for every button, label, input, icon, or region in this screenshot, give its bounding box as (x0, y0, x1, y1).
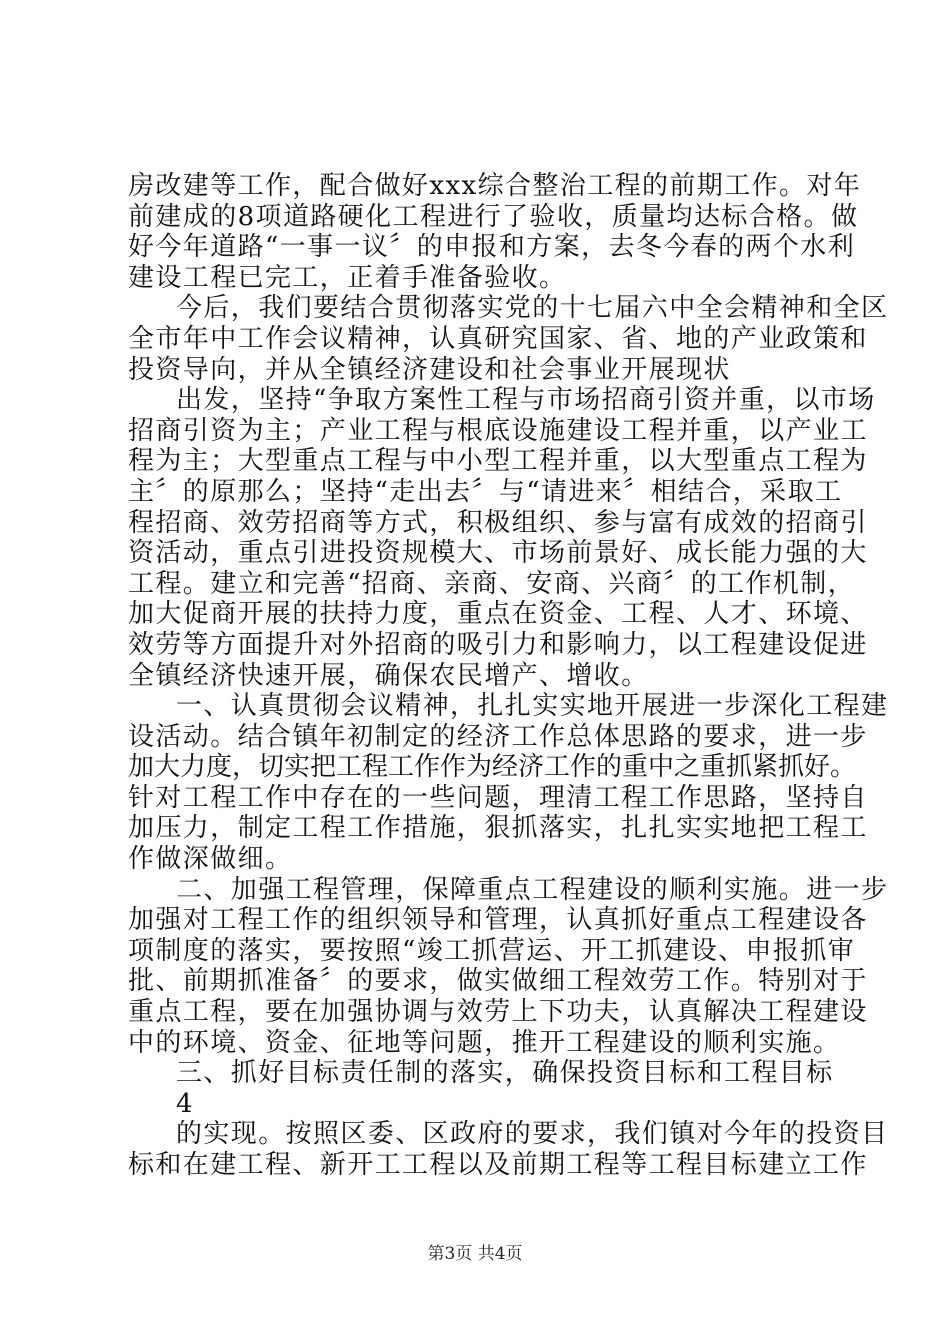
text-line: 主〞的原那么；坚持“走出去〞与“请进来〞相结合，采取工 (128, 476, 843, 507)
text-line: 批、前期抓准备〞的要求，做实做细工程效劳工作。特别对于 (128, 966, 868, 997)
text-line: 全镇经济快速开展，确保农民增产、增收。 (128, 660, 649, 691)
paragraph-start-line: 一、认真贯彻会议精神，扎扎实实地开展进一步深化工程建 (176, 691, 889, 722)
paragraph-start-line: 三、抓好目标责任制的落实，确保投资目标和工程目标 (176, 1058, 834, 1089)
paragraph-start-line: 的实现。按照区委、区政府的要求，我们镇对今年的投资目 (176, 1119, 889, 1150)
text-line: 加强对工程工作的组织领导和管理，认真抓好重点工程建设各 (128, 905, 868, 936)
inline-page-number: 4 (176, 1088, 194, 1119)
text-line: 加压力，制定工程工作措施，狠抓落实，扎扎实实地把工程工 (128, 813, 868, 844)
text-line: 加大促商开展的扶持力度，重点在资金、工程、人才、环境、 (128, 599, 868, 630)
text-line: 加大力度，切实把工程工作作为经济工作的重中之重抓紧抓好。 (128, 752, 857, 783)
text-line: 项制度的落实，要按照“竣工抓营运、开工抓建设、申报抓审 (128, 935, 856, 966)
text-line: 建设工程已完工，正着手准备验收。 (128, 262, 567, 293)
text-line: 针对工程工作中存在的一些问题，理清工程工作思路，坚持自 (128, 782, 868, 813)
paragraph-start-line: 出发，坚持“争取方案性工程与市场招商引资并重，以市场 (176, 385, 876, 416)
text-line: 投资导向，并从全镇经济建设和社会事业开展现状 (128, 354, 731, 385)
text-line: 招商引资为主；产业工程与根底设施建设工程并重，以产业工 (128, 415, 868, 446)
text-line: 程为主；大型重点工程与中小型工程并重，以大型重点工程为 (128, 446, 868, 477)
text-line: 中的环境、资金、征地等问题，推开工程建设的顺利实施。 (128, 1027, 841, 1058)
paragraph-start-line: 二、加强工程管理，保障重点工程建设的顺利实施。进一步 (176, 874, 889, 905)
text-line: 工程。建立和完善“招商、亲商、安商、兴商〞的工作机制， (128, 568, 856, 599)
text-line: 前建成的8项道路硬化工程进行了验收，质量均达标合格。做 (128, 201, 859, 232)
text-line: 设活动。结合镇年初制定的经济工作总体思路的要求，进一步 (128, 721, 868, 752)
text-line: 效劳等方面提升对外招商的吸引力和影响力，以工程建设促进 (128, 629, 868, 660)
text-line: 好今年道路“一事一议〞的申报和方案，去冬今春的两个水利 (128, 232, 856, 263)
text-line: 标和在建工程、新开工工程以及前期工程等工程目标建立工作 (128, 1150, 868, 1180)
page-footer: 第3页 共4页 (427, 1244, 523, 1264)
text-line: 全市年中工作会议精神，认真研究国家、省、地的产业政策和 (128, 323, 868, 354)
paragraph-start-line: 今后，我们要结合贯彻落实党的十七届六中全会精神和全区 (176, 293, 889, 324)
body-text (128, 171, 889, 1181)
text-line: 资活动，重点引进投资规模大、市场前景好、成长能力强的大 (128, 538, 868, 569)
text-line: 作做深做细。 (128, 844, 293, 875)
text-line: 程招商、效劳招商等方式，积极组织、参与富有成效的招商引 (128, 507, 868, 538)
text-line: 重点工程，要在加强协调与效劳上下功夫，认真解决工程建设 (128, 997, 868, 1028)
text-line: 房改建等工作，配合做好xxx综合整治工程的前期工作。对年 (128, 171, 862, 201)
